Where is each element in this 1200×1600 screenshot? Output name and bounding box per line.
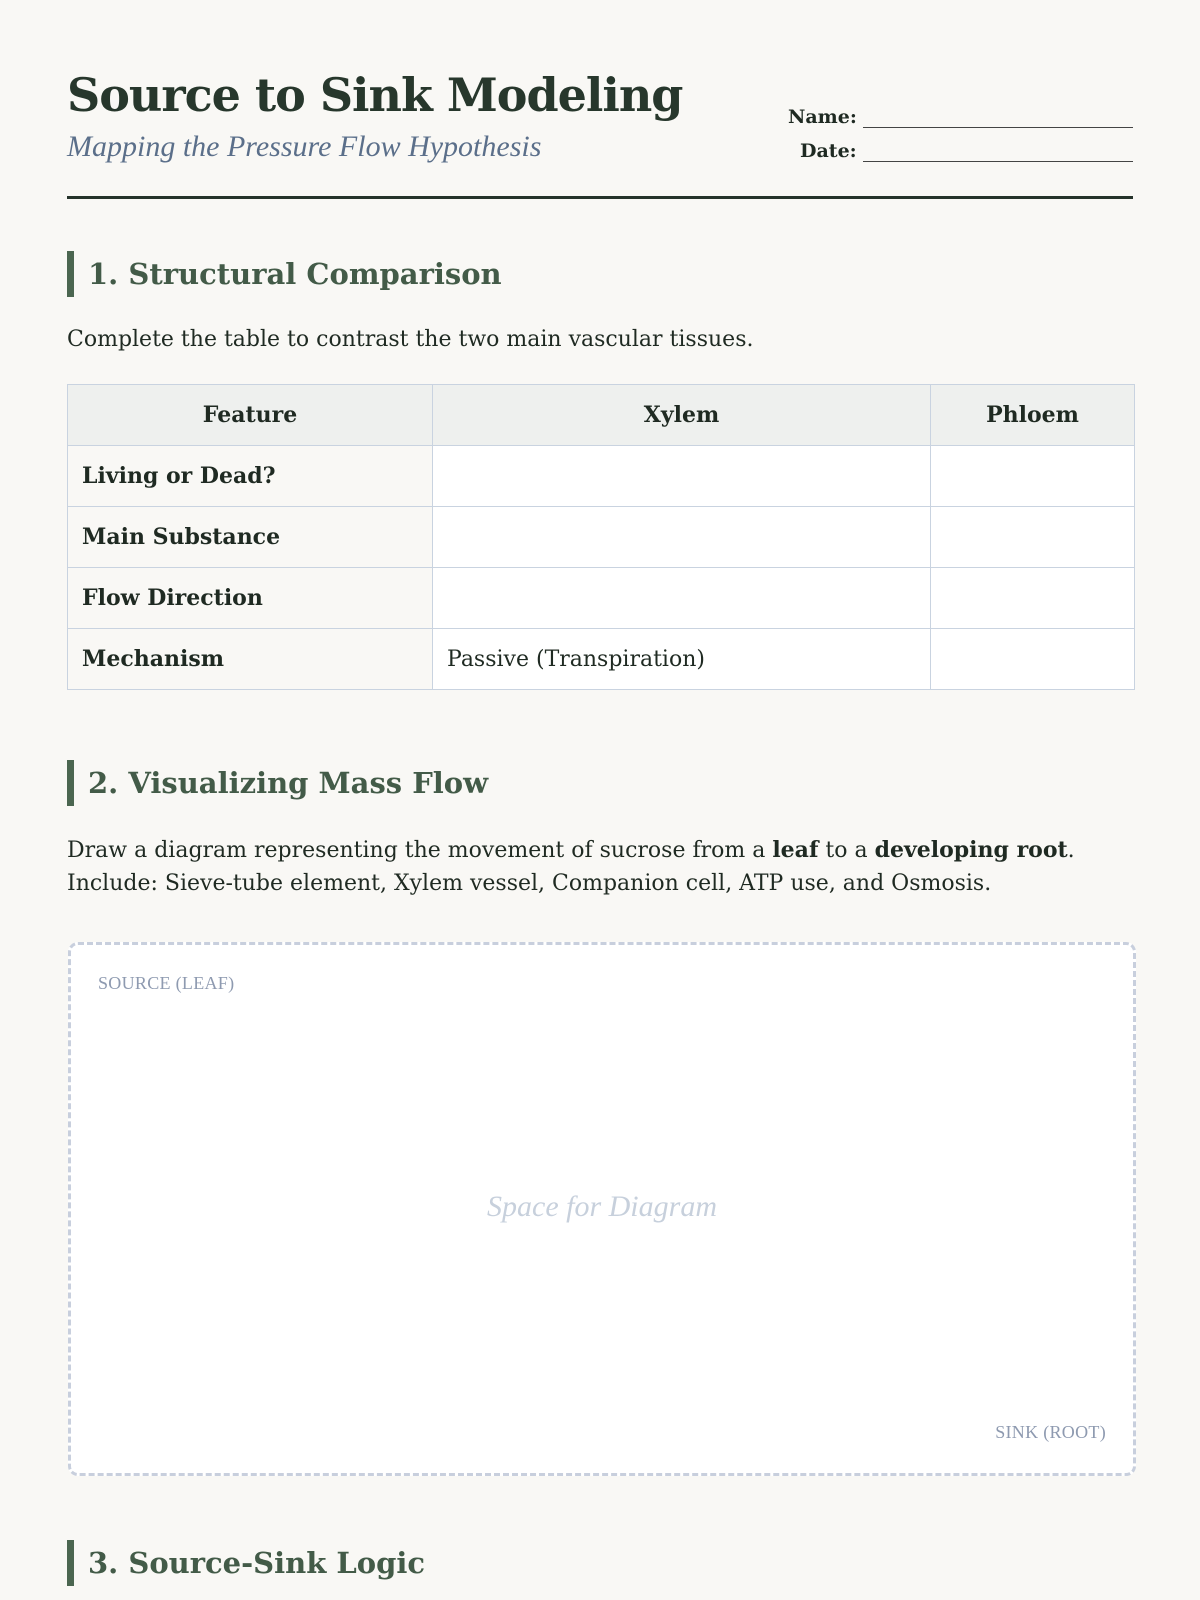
answer-cell-xylem[interactable] [433, 568, 931, 629]
instructions-text: Draw a diagram representing the movement of sucrose from a [67, 838, 773, 863]
column-header-feature: Feature [68, 385, 433, 446]
diagram-placeholder: Space for Diagram [487, 1190, 717, 1223]
instructions-text: . [1067, 838, 1075, 863]
answer-cell-xylem[interactable] [433, 507, 931, 568]
sink-label: SINK (ROOT) [995, 1422, 1106, 1442]
section2-instructions [67, 834, 1133, 900]
answer-cell-xylem[interactable] [433, 446, 931, 507]
answer-cell-phloem[interactable] [931, 446, 1135, 507]
answer-cell-phloem[interactable] [931, 507, 1135, 568]
table-header-row [68, 385, 1135, 446]
table-row [68, 629, 1135, 690]
instructions-emphasis-leaf: leaf [772, 837, 819, 863]
name-field[interactable] [788, 106, 1133, 128]
table-row [68, 507, 1135, 568]
answer-cell-phloem[interactable] [931, 629, 1135, 690]
row-label: Living or Dead? [68, 446, 433, 507]
row-label: Mechanism [68, 629, 433, 690]
date-label: Date: [800, 140, 857, 162]
instructions-emphasis-root: developing root [874, 837, 1068, 863]
page-subtitle: Mapping the Pressure Flow Hypothesis [67, 130, 542, 163]
diagram-drawing-area[interactable] [68, 942, 1136, 1476]
instructions-include-list: Include: Sieve-tube element, Xylem vessel, Companion cell, ATP use, and Osmosis. [67, 871, 992, 896]
row-label: Main Substance [68, 507, 433, 568]
date-blank-line[interactable] [863, 143, 1133, 162]
section1-instructions: Complete the table to contrast the two main vascular tissues. [67, 327, 754, 352]
name-label: Name: [788, 106, 857, 128]
name-blank-line[interactable] [863, 109, 1133, 128]
source-label: SOURCE (LEAF) [98, 973, 235, 993]
row-label: Flow Direction [68, 568, 433, 629]
section-heading-source-sink-logic: 3. Source-Sink Logic [67, 1540, 425, 1586]
page-title: Source to Sink Modeling [67, 68, 683, 122]
comparison-table [67, 384, 1135, 690]
table-row [68, 446, 1135, 507]
answer-cell-xylem: Passive (Transpiration) [433, 629, 931, 690]
column-header-xylem: Xylem [433, 385, 931, 446]
date-field[interactable] [800, 140, 1133, 162]
answer-cell-phloem[interactable] [931, 568, 1135, 629]
section-heading-structural-comparison: 1. Structural Comparison [67, 251, 502, 297]
table-row [68, 568, 1135, 629]
column-header-phloem: Phloem [931, 385, 1135, 446]
instructions-text: to a [818, 838, 875, 863]
worksheet-header [67, 68, 1133, 199]
section-heading-mass-flow: 2. Visualizing Mass Flow [67, 760, 488, 806]
